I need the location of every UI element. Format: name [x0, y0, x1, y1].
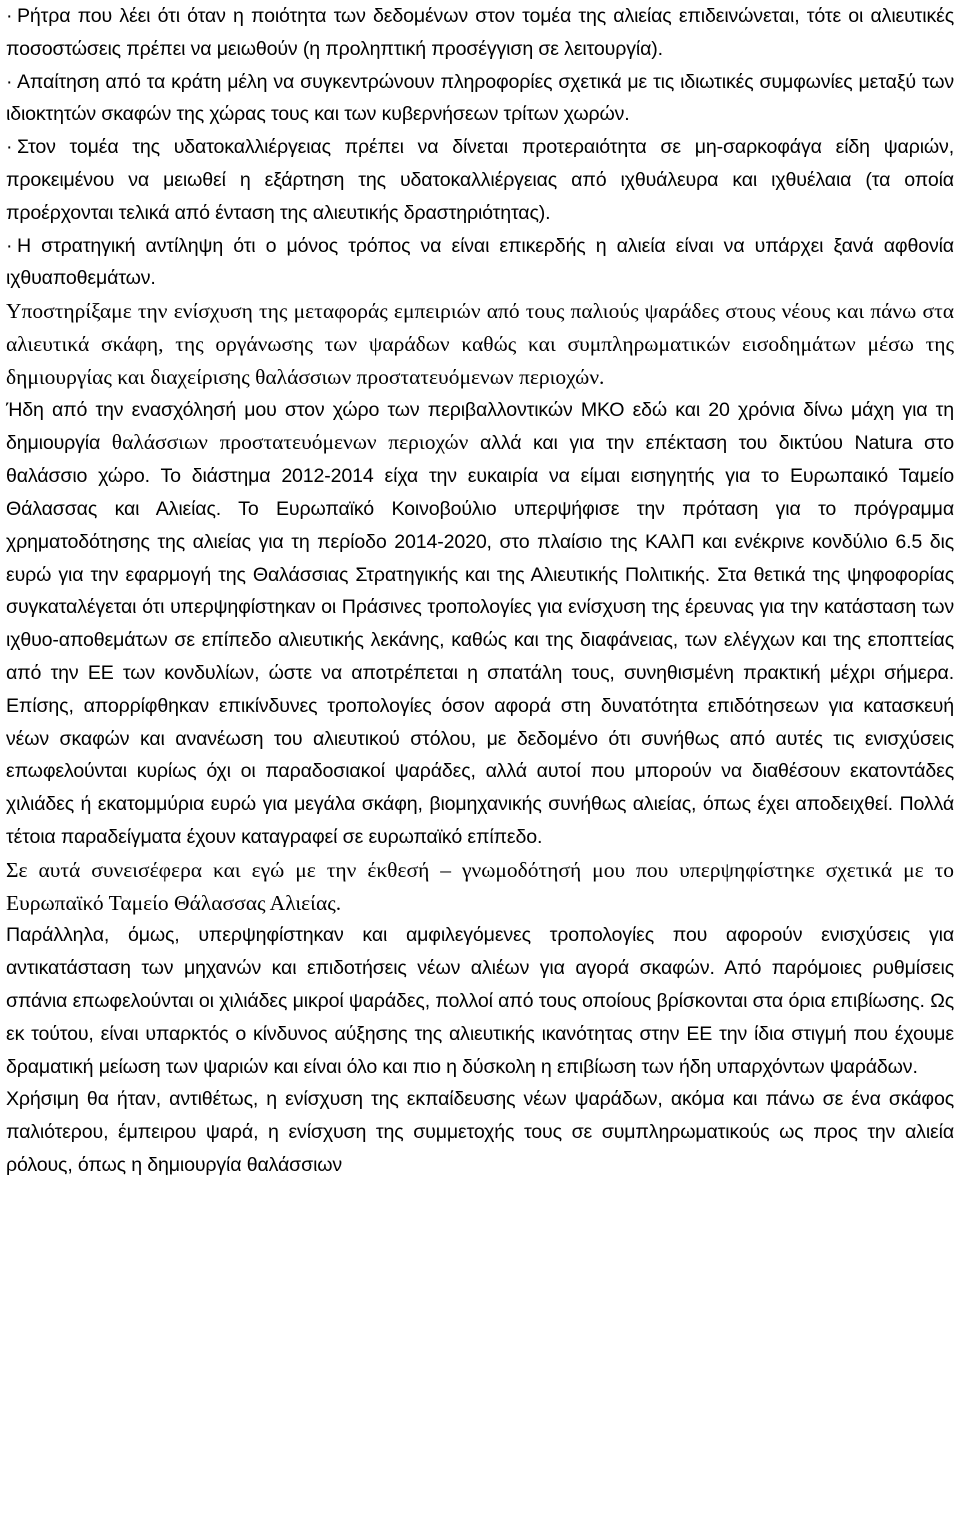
paragraph-contribution: Σε αυτά συνεισέφερα και εγώ με την έκθεσή – γνωμοδότησή μου που υπερψηφίστηκε σχετικά με το Ευρωπαϊκό Ταμείο Θάλασσας Αλιείας.: [6, 857, 954, 915]
bullet-text: Στον τομέα της υδατοκαλλιέργειας πρέπει να δίνεται προτεραιότητα σε μη-σαρκοφάγα είδη ψαριών, προκειμένου να μειωθεί η εξάρτηση της υδατοκαλλιέργειας από ιχθυάλευρα και ιχθυέλαια (τα οποία προέρχονται τελικά από ένταση της αλιευτικής δραστηριότητας).: [6, 136, 954, 224]
bullet-text: Ρήτρα που λέει ότι όταν η ποιότητα των δεδομένων στον τομέα της αλιείας επιδεινώνεται, τότε οι αλιευτικές ποσοστώσεις πρέπει να μειωθούν (η προληπτική προσέγγιση σε λειτουργία).: [6, 5, 954, 60]
document-page: [6, 0, 954, 1182]
paragraph-parallel: Παράλληλα, όμως, υπερψηφίστηκαν και αμφιλεγόμενες τροπολογίες που αφορούν ενισχύσεις για αντικατάσταση των μηχανών και επιδοτήσεις νέων αλιέων για αγορά σκαφών. Από παρόμοιες ρυθμίσεις σπάνια επωφελούνται οι χιλιάδες μικροί ψαράδες, πολλοί από τους οποίους βρίσκονται στα όρια επιβίωσης. Ως εκ τούτου, είναι υπαρκτός ο κίνδυνος αύξησης της αλιευτικής ικανότητας στην ΕΕ την ίδια στιγμή που έχουμε δραματική μείωση των ψαριών και είναι όλο και πιο η δύσκολη η επιβίωση των ήδη υπαρχόντων ψαράδων.: [6, 924, 954, 1078]
bullet-marker: ·: [6, 5, 13, 27]
bullet-item: [6, 131, 954, 229]
history-text-mpa: θαλάσσιων προστατευόμενων περιοχών: [111, 430, 469, 455]
bullet-text: Η στρατηγική αντίληψη ότι ο μόνος τρόπος να είναι επικερδής η αλιεία είναι να υπάρχει ξανά αφθονία ιχθυαποθεμάτων.: [6, 234, 954, 290]
paragraph-support: Υποστηρίξαμε την ενίσχυση της μεταφοράς εμπειριών από τους παλιούς ψαράδες στους νέους και πάνω στα αλιευτικά σκάφη, της οργάνωσης των ψαράδων καθώς και συμπληρωματικών εισοδημάτων μέσω της δημιουργίας και διαχείρισης θαλάσσιων προστατευόμενων περιοχών.: [6, 299, 954, 389]
history-text-rest: αλλά και για την επέκταση του δικτύου Natura στο θαλάσσιο χώρο. Το διάστημα 2012-2014 είχα την ευκαιρία να είμαι εισηγητής για το Ευρωπαικό Ταμείο Θάλασσας και Αλιείας. Το Ευρωπαϊκό Κοινοβούλιο υπερψήφισε την πρόταση για το πρόγραμμα χρηματοδότησης της αλιείας για τη περίοδο 2014-2020, στο πλαίσιο της ΚΑλΠ και ενέκρινε κονδύλιο 6.5 δις ευρώ για την εφαρμογή της Θαλάσσιας Στρατηγικής και της Αλιευτικής Πολιτικής. Στα θετικά της ψηφοφορίας συγκαταλέγεται ότι υπερψηφίστηκαν οι Πράσινες τροπολογίες για ενίσχυση της έρευνας για την κατάσταση των ιχθυο-αποθεμάτων σε επίπεδο αλιευτικής λεκάνης, καθώς και της διαφάνειας, των ελέγχων και της εποπτείας από την ΕΕ των κονδυλίων, ώστε να αποτρέπεται η σπατάλη τους, συνηθισμένη πρακτική μέχρι σήμερα. Επίσης, απορρίφθηκαν επικίνδυνες τροπολογίες όσον αφορά στη δυνατότητα επιδότησεων για κατασκευή νέων σκαφών και ανανέωση του αλιευτικού στόλου, με δεδομένο ότι συνήθως από αυτές τις ενισχύσεις επωφελούνται κυρίως όχι οι παραδοσιακοί ψαράδες, αλλά αυτοί που μπορούν να διαθέσουν εκατοντάδες χιλιάδες ή εκατομμύρια ευρώ για μεγάλα σκάφη, βιομηχανικής συνήθως αλιείας, όπως έχει αποδειχθεί. Πολλά τέτοια παραδείγματα έχουν καταγραφεί σε ευρωπαϊκό επίπεδο.: [6, 432, 955, 848]
bullet-marker: ·: [6, 70, 13, 93]
bullet-item: [6, 230, 954, 296]
bullet-item: [6, 66, 954, 132]
bullet-marker: ·: [6, 136, 13, 159]
paragraph-useful: Χρήσιμη θα ήταν, αντιθέτως, η ενίσχυση της εκπαίδευσης νέων ψαράδων, ακόμα και πάνω σε ένα σκάφος παλιότερου, έμπειρου ψαρά, η ενίσχυση της συμμετοχής τους σε συμπληρωματικούς ως προς την αλιεία ρόλους, όπως η δημιουργία θαλάσσιων: [6, 1088, 954, 1176]
bullet-text: Απαίτηση από τα κράτη μέλη να συγκεντρώνουν πληροφορίες σχετικά με τις ιδιωτικές συμφωνίες μεταξύ των ιδιοκτητών σκαφών της χώρας τους και των κυβερνήσεων τρίτων χωρών.: [6, 70, 954, 126]
history-text-start: Ήδη από την ενασχόλησή μου στον χώρο των περιβαλλοντικών ΜΚΟ εδώ και 20 χρόνια δίνω μάχη για τη δημιουργία: [6, 398, 954, 455]
paragraph-history: [6, 394, 954, 854]
bullet-marker: ·: [6, 234, 13, 257]
bullet-item: [6, 0, 954, 66]
